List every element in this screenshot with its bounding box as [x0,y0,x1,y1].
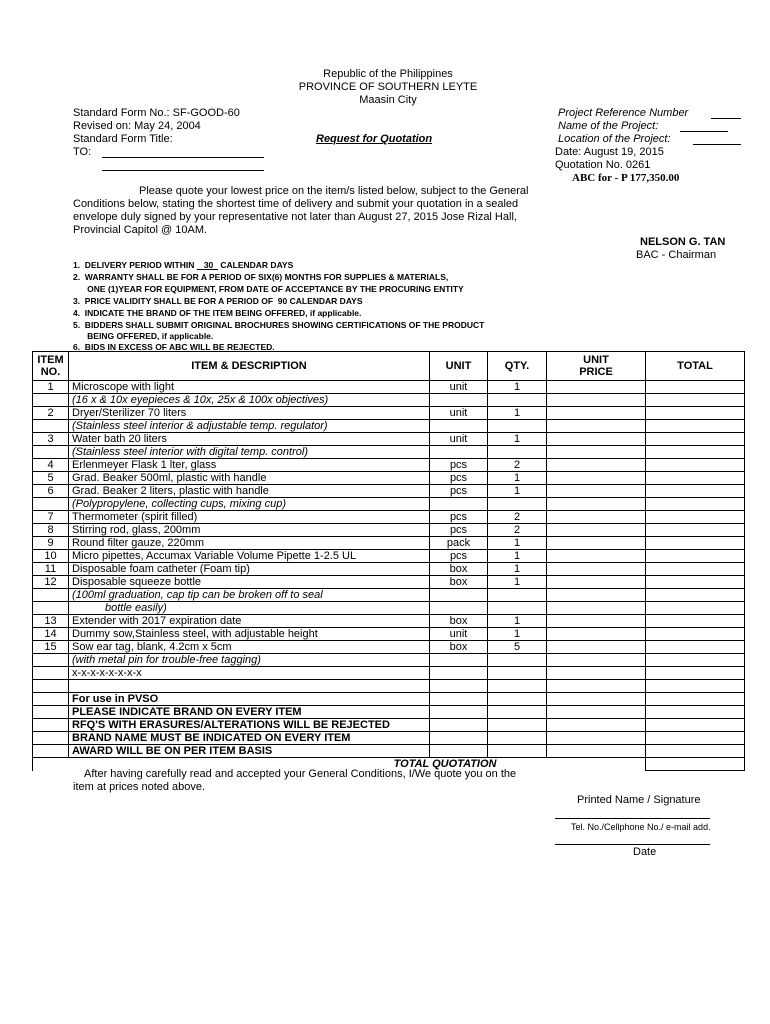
item-total-cell [646,485,745,498]
item-unit-price-cell [547,446,646,459]
item-qty-cell: 2 [488,459,547,472]
item-number-cell [33,719,69,732]
item-unit-cell [430,654,488,667]
to-line-2 [102,170,264,171]
condition-item: BEING OFFERED, if applicable. [73,331,214,341]
item-total-cell [646,602,745,615]
table-row [33,407,745,420]
item-qty-cell [488,732,547,745]
item-description-cell: Thermometer (spirit filled) [69,511,430,524]
item-description-cell [69,680,430,693]
table-row [33,459,745,472]
item-total-cell [646,667,745,680]
item-unit-cell: pcs [430,524,488,537]
item-qty-cell: 1 [488,576,547,589]
item-qty-cell [488,446,547,459]
item-number-cell: 1 [33,381,69,394]
item-unit-price-cell [547,550,646,563]
total-blank-cell [547,758,646,771]
table-row [33,446,745,459]
table-row [33,719,745,732]
item-description-cell: Erlenmeyer Flask 1 lter, glass [69,459,430,472]
item-description-cell: Disposable foam catheter (Foam tip) [69,563,430,576]
table-row [33,576,745,589]
item-number-cell [33,680,69,693]
item-total-cell [646,693,745,706]
item-qty-cell [488,420,547,433]
item-unit-price-cell [547,472,646,485]
header-republic: Republic of the Philippines [323,68,453,80]
item-description-cell: BRAND NAME MUST BE INDICATED ON EVERY ITEM [69,732,430,745]
intro-line-4: Provincial Capitol @ 10AM. [73,224,208,236]
item-qty-cell [488,680,547,693]
item-qty-cell: 5 [488,641,547,654]
abc-amount: ABC for - P 177,350.00 [572,172,680,184]
table-row [33,498,745,511]
item-unit-cell: unit [430,407,488,420]
condition-item: 5. BIDDERS SHALL SUBMIT ORIGINAL BROCHURES SHOWING CERTIFICATIONS OF THE PRODUCT [73,320,485,330]
item-total-cell [646,654,745,667]
table-row [33,615,745,628]
item-unit-price-cell [547,745,646,758]
item-total-cell [646,420,745,433]
item-number-cell [33,654,69,667]
item-unit-price-cell [547,732,646,745]
item-unit-price-cell [547,459,646,472]
condition-item: 6. BIDS IN EXCESS OF ABC WILL BE REJECTED. [73,342,275,352]
item-qty-cell: 2 [488,524,547,537]
item-unit-cell: pcs [430,550,488,563]
item-unit-price-cell [547,485,646,498]
item-total-cell [646,706,745,719]
form-number: Standard Form No.: SF-GOOD-60 [73,107,240,119]
item-total-cell [646,563,745,576]
item-total-cell [646,615,745,628]
item-unit-cell: unit [430,628,488,641]
item-number-cell: 7 [33,511,69,524]
signatory-position: BAC - Chairman [636,249,717,261]
item-unit-cell [430,719,488,732]
table-row [33,706,745,719]
item-total-cell [646,745,745,758]
item-qty-cell: 1 [488,615,547,628]
table-row [33,472,745,485]
project-location-line [693,144,741,145]
footer-line-2: item at prices noted above. [73,781,206,793]
item-total-cell [646,433,745,446]
item-qty-cell [488,719,547,732]
project-reference-line [711,118,741,119]
item-unit-price-cell [547,563,646,576]
table-row [33,420,745,433]
item-description-cell: Grad. Beaker 500ml, plastic with handle [69,472,430,485]
table-row [33,537,745,550]
table-row [33,680,745,693]
item-number-cell [33,706,69,719]
item-qty-cell: 1 [488,472,547,485]
item-unit-price-cell [547,654,646,667]
item-qty-cell [488,602,547,615]
table-row [33,381,745,394]
item-unit-price-cell [547,498,646,511]
item-qty-cell [488,394,547,407]
item-unit-cell [430,602,488,615]
item-unit-price-cell [547,667,646,680]
condition-item: 2. WARRANTY SHALL BE FOR A PERIOD OF SIX(6) MONTHS FOR SUPPLIES & MATERIALS, [73,272,449,282]
item-number-cell [33,498,69,511]
item-number-cell: 4 [33,459,69,472]
to-label: TO: [73,146,92,158]
project-name: Name of the Project: [558,120,659,132]
item-unit-cell: pcs [430,459,488,472]
item-unit-cell: box [430,576,488,589]
header-unit: UNIT [430,352,488,381]
item-unit-price-cell [547,706,646,719]
item-number-cell: 10 [33,550,69,563]
item-unit-price-cell [547,420,646,433]
item-total-cell [646,381,745,394]
item-qty-cell: 1 [488,485,547,498]
form-title: Request for Quotation [316,133,433,145]
item-description-cell: Micro pipettes, Accumax Variable Volume Pipette 1-2.5 UL [69,550,430,563]
item-unit-price-cell [547,589,646,602]
item-unit-price-cell [547,641,646,654]
item-unit-cell: pcs [430,485,488,498]
table-header-row [33,352,745,381]
item-qty-cell [488,498,547,511]
item-qty-cell [488,667,547,680]
item-description-cell: Grad. Beaker 2 liters, plastic with handle [69,485,430,498]
item-number-cell [33,602,69,615]
item-total-cell [646,537,745,550]
form-title-label: Standard Form Title: [73,133,173,145]
item-unit-cell: pack [430,537,488,550]
to-line-1 [102,157,264,158]
item-unit-cell: unit [430,381,488,394]
table-row [33,433,745,446]
item-unit-cell [430,446,488,459]
table-row [33,394,745,407]
date-line [555,844,710,845]
item-description-cell: For use in PVSO [69,693,430,706]
item-total-cell [646,576,745,589]
project-date: Date: August 19, 2015 [555,146,664,158]
item-number-cell: 5 [33,472,69,485]
item-description-cell: (Stainless steel interior & adjustable temp. regulator) [69,420,430,433]
item-unit-price-cell [547,407,646,420]
item-unit-cell [430,745,488,758]
item-unit-cell [430,732,488,745]
table-row [33,602,745,615]
item-total-cell [646,732,745,745]
item-total-cell [646,719,745,732]
item-qty-cell: 1 [488,433,547,446]
item-description-cell: Sow ear tag, blank, 4.2cm x 5cm [69,641,430,654]
form-revised: Revised on: May 24, 2004 [73,120,201,132]
item-number-cell: 8 [33,524,69,537]
header-unit-price: UNIT PRICE [547,352,646,381]
item-total-cell [646,628,745,641]
item-unit-price-cell [547,615,646,628]
item-number-cell: 12 [33,576,69,589]
condition-item: 4. INDICATE THE BRAND OF THE ITEM BEING OFFERED, if applicable. [73,308,362,318]
condition-item: 3. PRICE VALIDITY SHALL BE FOR A PERIOD OF 90 CALENDAR DAYS [73,296,363,306]
item-total-cell [646,511,745,524]
quotation-table [32,351,745,771]
item-unit-cell: unit [430,433,488,446]
item-description-cell: PLEASE INDICATE BRAND ON EVERY ITEM [69,706,430,719]
total-quotation-label: TOTAL QUOTATION [393,758,497,771]
item-total-cell [646,524,745,537]
table-row [33,654,745,667]
item-unit-cell: box [430,615,488,628]
item-unit-cell [430,394,488,407]
item-unit-cell [430,667,488,680]
item-number-cell [33,589,69,602]
table-row [33,732,745,745]
item-description-cell: bottle easily) [69,602,430,615]
item-qty-cell [488,745,547,758]
header-total: TOTAL [646,352,745,381]
item-unit-price-cell [547,602,646,615]
total-spacer-cell [33,758,69,771]
item-description-cell: AWARD WILL BE ON PER ITEM BASIS [69,745,430,758]
header-description: ITEM & DESCRIPTION [69,352,430,381]
item-unit-cell [430,420,488,433]
item-unit-price-cell [547,693,646,706]
project-location: Location of the Project: [558,133,671,145]
project-reference: Project Reference Number [558,107,689,119]
item-total-cell [646,550,745,563]
item-description-cell: Water bath 20 liters [69,433,430,446]
item-qty-cell: 1 [488,537,547,550]
signatory-name: NELSON G. TAN [640,236,726,248]
item-total-cell [646,641,745,654]
item-number-cell: 9 [33,537,69,550]
item-unit-price-cell [547,680,646,693]
item-qty-cell: 1 [488,381,547,394]
intro-line-2: Conditions below, stating the shortest time of delivery and submit your quotation in a sealed [73,198,519,210]
item-unit-price-cell [547,381,646,394]
item-number-cell [33,745,69,758]
item-total-cell [646,680,745,693]
item-unit-price-cell [547,524,646,537]
item-total-cell [646,394,745,407]
condition-item: 1. DELIVERY PERIOD WITHIN 30 CALENDAR DAYS [73,260,294,270]
item-description-cell: RFQ'S WITH ERASURES/ALTERATIONS WILL BE REJECTED [69,719,430,732]
item-number-cell [33,693,69,706]
item-total-cell [646,589,745,602]
item-qty-cell: 1 [488,563,547,576]
item-number-cell: 11 [33,563,69,576]
item-unit-price-cell [547,433,646,446]
item-description-cell: (with metal pin for trouble-free tagging) [69,654,430,667]
item-description-cell: Disposable squeeze bottle [69,576,430,589]
item-description-cell: x-x-x-x-x-x-x-x [69,667,430,680]
table-row [33,628,745,641]
table-row [33,641,745,654]
table-row [33,550,745,563]
item-number-cell [33,732,69,745]
table-row [33,524,745,537]
table-row [33,745,745,758]
header-province: PROVINCE OF SOUTHERN LEYTE [298,81,478,93]
table-row [33,589,745,602]
header-qty: QTY. [488,352,547,381]
item-qty-cell [488,706,547,719]
item-unit-price-cell [547,719,646,732]
project-name-line [680,131,728,132]
item-description-cell: Round filter gauze, 220mm [69,537,430,550]
item-unit-cell: box [430,641,488,654]
printed-name-label: Printed Name / Signature [577,794,701,806]
item-description-cell: Stirring rod, glass, 200mm [69,524,430,537]
tel-label: Tel. No./Cellphone No./ e-mail add. [571,822,711,832]
item-unit-price-cell [547,628,646,641]
intro-line-1: Please quote your lowest price on the item/s listed below, subject to the General [139,185,529,197]
date-label: Date [633,846,657,858]
item-number-cell [33,667,69,680]
item-qty-cell: 1 [488,407,547,420]
item-qty-cell [488,589,547,602]
header-city: Maasin City [359,94,417,106]
item-unit-price-cell [547,394,646,407]
item-number-cell: 3 [33,433,69,446]
item-unit-cell: pcs [430,472,488,485]
item-qty-cell: 1 [488,628,547,641]
item-unit-cell [430,693,488,706]
table-row [33,485,745,498]
item-number-cell: 14 [33,628,69,641]
item-number-cell: 13 [33,615,69,628]
item-qty-cell: 2 [488,511,547,524]
table-row [33,667,745,680]
item-description-cell: Dummy sow,Stainless steel, with adjustable height [69,628,430,641]
item-number-cell: 6 [33,485,69,498]
item-description-cell: (Stainless steel interior with digital temp. control) [69,446,430,459]
item-total-cell [646,459,745,472]
item-description-cell: (100ml graduation, cap tip can be broken off to seal [69,589,430,602]
item-unit-price-cell [547,511,646,524]
item-description-cell: Dryer/Sterilizer 70 liters [69,407,430,420]
item-number-cell: 2 [33,407,69,420]
item-description-cell: Extender with 2017 expiration date [69,615,430,628]
quotation-number: Quotation No. 0261 [555,159,651,171]
header-item-no: ITEM NO. [33,352,69,381]
intro-line-3: envelope duly signed by your representative not later than August 27, 2015 Jose Rizal Hall, [73,211,517,223]
item-unit-cell [430,589,488,602]
item-description-cell: (16 x & 10x eyepieces & 10x, 25x & 100x objectives) [69,394,430,407]
item-unit-cell: box [430,563,488,576]
item-number-cell [33,394,69,407]
item-unit-cell [430,706,488,719]
table-row [33,693,745,706]
item-unit-cell: pcs [430,511,488,524]
item-qty-cell: 1 [488,550,547,563]
item-description-cell: (Polypropylene, collecting cups, mixing cup) [69,498,430,511]
item-total-cell [646,472,745,485]
item-number-cell: 15 [33,641,69,654]
tel-line [555,818,710,819]
footer-line-1: After having carefully read and accepted your General Conditions, I/We quote you on the [84,768,517,780]
item-description-cell: Microscope with light [69,381,430,394]
item-total-cell [646,498,745,511]
condition-item: ONE (1)YEAR FOR EQUIPMENT, FROM DATE OF ACCEPTANCE BY THE PROCURING ENTITY [73,284,464,294]
item-number-cell [33,420,69,433]
item-unit-price-cell [547,576,646,589]
table-row [33,511,745,524]
item-qty-cell [488,654,547,667]
item-unit-price-cell [547,537,646,550]
item-unit-cell [430,680,488,693]
total-quotation-value [646,758,745,771]
item-qty-cell [488,693,547,706]
item-total-cell [646,407,745,420]
item-number-cell [33,446,69,459]
table-row [33,563,745,576]
item-unit-cell [430,498,488,511]
item-total-cell [646,446,745,459]
